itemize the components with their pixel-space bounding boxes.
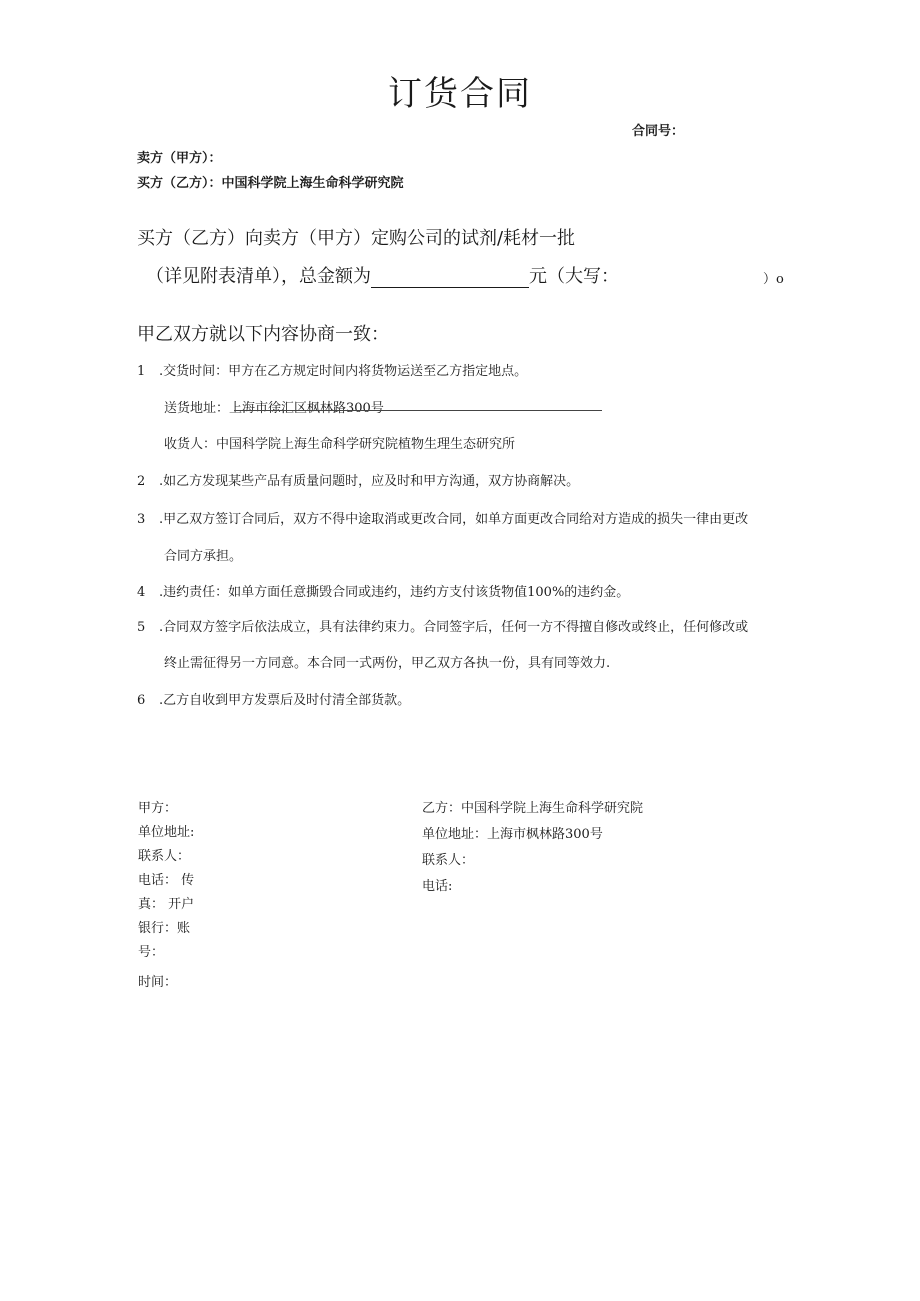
amount-blank [371, 269, 529, 288]
clause-6 [137, 689, 410, 708]
clause-text: .违约责任：如单方面任意撕毁合同或违约，违约方支付该货物值100%的违约金。 [159, 585, 630, 600]
party-a-address: 单位地址: [138, 825, 195, 840]
purchase-line2-suffix: 元（大写： [529, 266, 619, 287]
clause-4 [137, 581, 629, 600]
clause-2 [137, 470, 579, 489]
agreement-heading: 甲乙双方就以下内容协商一致： [137, 324, 389, 345]
clause-number: 6 [137, 693, 146, 708]
purchase-line2-end: ）o [763, 272, 784, 287]
clause-text: .交货时间：甲方在乙方规定时间内将货物运送至乙方指定地点。 [159, 364, 528, 379]
party-a-name: 甲方： [138, 801, 178, 816]
delivery-address [164, 397, 384, 416]
clause-number: 1 [137, 364, 146, 379]
clause-text: .如乙方发现某些产品有质量问题时，应及时和甲方沟通，双方协商解决。 [159, 474, 580, 489]
party-a-account: 号： [138, 945, 165, 960]
clause-text: .甲乙双方签订合同后，双方不得中途取消或更改合同，如单方面更改合同给对方造成的损失一律由更改 [159, 512, 749, 527]
party-b-contact: 联系人： [422, 853, 475, 868]
clause-number: 5 [137, 620, 146, 635]
clause-5-continuation: 终止需征得另一方同意。本合同一式两份，甲乙双方各执一份，具有同等效力. [164, 656, 611, 671]
document-title: 订货合同 [388, 74, 532, 114]
clause-text: .合同双方签字后依法成立，具有法律约束力。合同签字后，任何一方不得擅自修改或终止，任何修改或 [159, 620, 749, 635]
party-b-address: 单位地址：上海市枫林路300号 [422, 827, 603, 842]
party-b-name: 乙方：中国科学院上海生命科学研究院 [422, 801, 644, 816]
party-a-phone: 电话： 传 [138, 873, 195, 888]
clause-3 [137, 508, 748, 527]
receiver-line: 收货人：中国科学院上海生命科学研究院植物生理生态研究所 [164, 437, 516, 452]
party-a-fax: 真： 开户 [138, 897, 195, 912]
party-a-time: 时间： [138, 975, 178, 990]
seller-label: 卖方（甲方）： [137, 151, 222, 166]
purchase-line2-prefix: （详见附表清单），总金额为 [146, 266, 371, 287]
delivery-address-underline [234, 410, 602, 411]
clause-number: 3 [137, 512, 146, 527]
clause-5 [137, 616, 748, 635]
contract-number-label: 合同号： [632, 124, 685, 139]
party-b-phone: 电话: [422, 879, 453, 894]
clause-1 [137, 360, 527, 379]
buyer-label: 买方（乙方）：中国科学院上海生命科学研究院 [137, 176, 404, 191]
party-a-bank: 银行：账 [138, 921, 191, 936]
delivery-address-label: 送货地址： [164, 401, 230, 416]
delivery-address-value: 上海市徐汇区枫林路300号 [229, 401, 384, 416]
party-a-contact: 联系人： [138, 849, 191, 864]
clause-number: 4 [137, 585, 146, 600]
purchase-statement-line2 [146, 262, 619, 288]
clause-text: .乙方自收到甲方发票后及时付清全部货款。 [159, 693, 411, 708]
purchase-statement-line1: 买方（乙方）向卖方（甲方）定购公司的试剂/耗材一批 [137, 228, 576, 249]
clause-number: 2 [137, 474, 146, 489]
clause-3-continuation: 合同方承担。 [164, 549, 243, 564]
